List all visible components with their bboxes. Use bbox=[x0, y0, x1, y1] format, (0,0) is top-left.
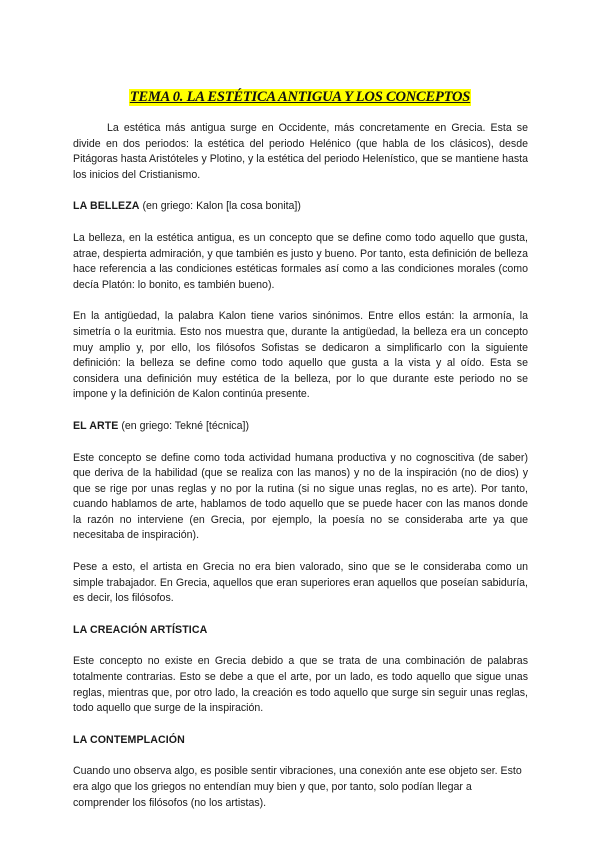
belleza-paragraph-2: En la antigüedad, la palabra Kalon tiene varios sinónimos. Entre ellos están: la armonía, la simetría o la euritmia. Esto nos muestra que, durante la antigüedad, la belleza era un concepto muy amplio y, por ello, los filósofos Sofistas se dedicaron a simplificarlo con la siguiente definición: la belleza se define como todo aquello que gusta a la vista y al oído. Esta se considera una definición muy estética de la belleza, por lo que durante este periodo no se impone y la definición de Kalon continúa presente. bbox=[73, 310, 528, 401]
heading-arte-subtitle: (en griego: Tekné [técnica]) bbox=[118, 419, 249, 432]
section-heading-contemplacion bbox=[73, 733, 528, 749]
heading-belleza-label: LA BELLEZA bbox=[73, 200, 140, 213]
document-body bbox=[73, 121, 528, 827]
intro-paragraph: La estética más antigua surge en Occidente, más concretamente en Grecia. Esta se divide en dos periodos: la estética del periodo Helénico (que habla de los clásicos), desde Pitágoras hasta Aristóteles y Plotino, y la estética del periodo Helenístico, que se mantiene hasta los inicios del Cristianismo. bbox=[73, 122, 528, 181]
section-heading-creacion bbox=[73, 623, 528, 639]
heading-belleza-subtitle: (en griego: Kalon [la cosa bonita]) bbox=[139, 200, 301, 213]
heading-creacion-label: LA CREACIÓN ARTÍSTICA bbox=[73, 623, 208, 636]
arte-paragraph-1: Este concepto se define como toda actividad humana productiva y no cognoscitiva (de saber) que deriva de la habilidad (que se realiza con las manos) y no de la inspiración (no de dios) y que se rige por unas reglas y no por la rutina (si no sigue unas reglas, no es arte). Por tanto, cuando hablamos de arte, hablamos de todo aquello que se puede hacer con las manos donde la razón no interviene (en Grecia, por ejemplo, la poesía no se consideraba arte ya que necesitaba de inspiración). bbox=[73, 451, 528, 542]
section-heading-belleza bbox=[73, 199, 528, 215]
section-heading-arte bbox=[73, 419, 528, 435]
contemplacion-paragraph-1: Cuando uno observa algo, es posible sentir vibraciones, una conexión ante ese objeto ser. Esto era algo que los griegos no entendían muy bien y que, por tanto, solo podían llegar a comprender los filósofos (no los artistas). bbox=[73, 765, 522, 809]
belleza-paragraph-1: La belleza, en la estética antigua, es un concepto que se define como todo aquello que gusta, atrae, despierta admiración, y que también es justo y bueno. Por tanto, esta definición de belleza hace referencia a las condiciones estéticas formales así como a las condiciones morales (como decía Platón: lo bonito, es también bueno). bbox=[73, 231, 528, 291]
heading-contemplacion-label: LA CONTEMPLACIÓN bbox=[73, 733, 185, 746]
creacion-paragraph-1: Este concepto no existe en Grecia debido a que se trata de una combinación de palabras totalmente contrarias. Esto se debe a que el arte, por un lado, es todo aquello que sigue unas reglas, mientras que, por otro lado, la creación es todo aquello que surge sin seguir unas reglas, todo aquello que surge de la inspiración. bbox=[73, 655, 528, 715]
heading-arte-label: EL ARTE bbox=[73, 419, 119, 432]
arte-paragraph-2: Pese a esto, el artista en Grecia no era bien valorado, sino que se le consideraba como un simple trabajador. En Grecia, aquellos que eran superiores eran aquellos que poseían sabiduría, es decir, los filósofos. bbox=[73, 561, 528, 605]
document-title: TEMA 0. LA ESTÉTICA ANTIGUA Y LOS CONCEPTOS bbox=[129, 89, 471, 105]
title-container bbox=[0, 88, 600, 106]
